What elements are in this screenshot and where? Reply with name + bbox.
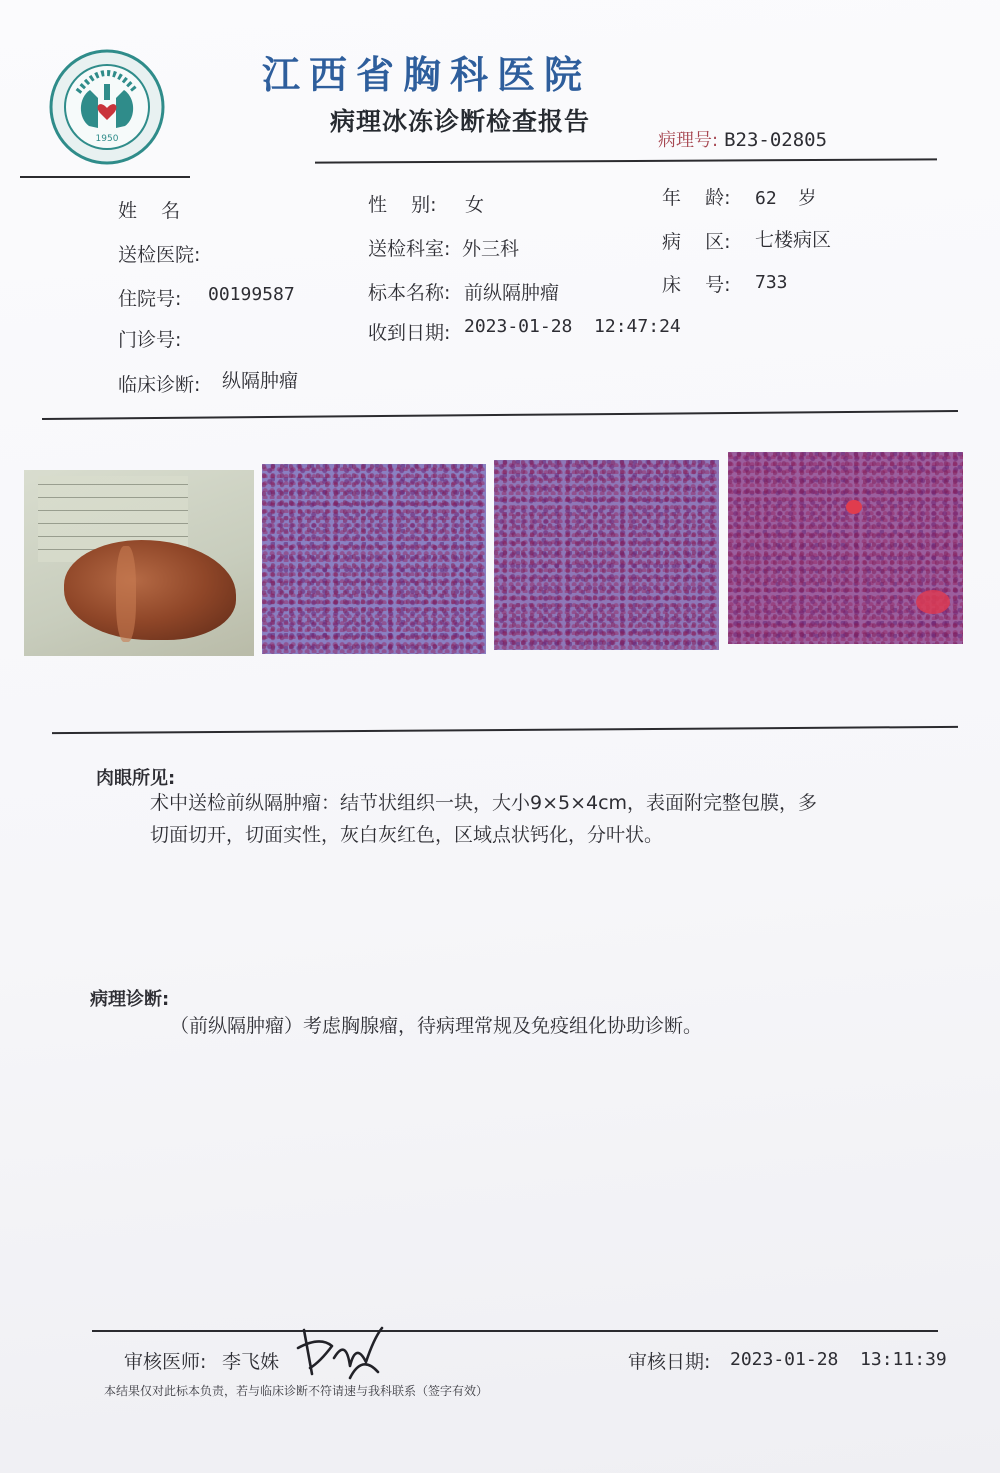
age-value: 62 岁 xyxy=(755,188,817,209)
admission-no-value: 00199587 xyxy=(208,284,295,305)
header-divider-left xyxy=(20,176,190,178)
reviewer-label: 审核医师: xyxy=(124,1351,207,1373)
clinical-diagnosis-value: 纵隔肿瘤 xyxy=(222,370,299,392)
bed-value: 733 xyxy=(755,272,788,293)
pathology-number-value: B23-02805 xyxy=(724,129,828,151)
pathology-diagnosis-text: （前纵隔肿瘤）考虑胸腺瘤，待病理常规及免疫组化协助诊断。 xyxy=(170,1015,703,1037)
clinical-diagnosis-label: 临床诊断: xyxy=(118,374,201,396)
tumor-lobe xyxy=(116,546,136,642)
signature-icon xyxy=(290,1318,390,1388)
pathology-diagnosis-heading: 病理诊断: xyxy=(90,989,170,1010)
received-date-label: 收到日期: xyxy=(368,322,451,344)
hospital-logo-icon xyxy=(48,48,166,166)
header-divider-right xyxy=(315,158,937,163)
pathology-number xyxy=(658,126,827,152)
report-title: 病理冰冻诊断检查报告 xyxy=(330,107,591,136)
hospital-name: 江西省胸科医院 xyxy=(262,52,592,97)
received-date-value: 2023-01-28 12:47:24 xyxy=(464,316,681,337)
department-label: 送检科室: xyxy=(368,238,451,260)
disclaimer: 本结果仅对此标本负责，若与临床诊断不符请速与我科联系（签字有效） xyxy=(104,1384,489,1398)
outpatient-label: 门诊号: xyxy=(118,329,182,351)
admission-no-label: 住院号: xyxy=(118,288,182,310)
hospital-label: 送检医院: xyxy=(118,244,201,266)
gross-specimen-photo xyxy=(24,470,254,656)
reviewer-name: 李飞姝 xyxy=(222,1351,280,1373)
name-label: 姓 名 xyxy=(118,200,181,222)
micrograph-2 xyxy=(494,460,719,650)
vessel-mark xyxy=(846,500,862,514)
gross-findings-text: 术中送检前纵隔肿瘤：结节状组织一块，大小9×5×4cm，表面附完整包膜，多切面切开，切面实性，灰白灰红色，区域点状钙化，分叶状。 xyxy=(150,792,818,846)
bed-label: 床 号: xyxy=(662,274,731,296)
vessel-mark-2 xyxy=(916,590,950,614)
info-divider xyxy=(42,410,958,420)
micrograph-3 xyxy=(728,452,963,644)
gender-value: 女 xyxy=(465,194,485,216)
specimen-value: 前纵隔肿瘤 xyxy=(464,282,560,304)
footer-divider xyxy=(92,1330,938,1332)
tumor-tissue xyxy=(64,540,236,640)
age-label: 年 龄: xyxy=(662,187,731,209)
micrograph-1 xyxy=(262,464,486,654)
gross-findings-heading: 肉眼所见: xyxy=(96,768,176,789)
pathology-number-label: 病理号: xyxy=(658,130,719,151)
gender-label: 性 别: xyxy=(368,194,437,216)
ward-value: 七楼病区 xyxy=(755,229,832,251)
image-divider xyxy=(52,726,958,734)
department-value: 外三科 xyxy=(462,238,520,260)
review-date-label: 审核日期: xyxy=(628,1351,711,1373)
review-date-value: 2023-01-28 13:11:39 xyxy=(730,1349,947,1370)
specimen-label: 标本名称: xyxy=(368,282,451,304)
svg-text:1950: 1950 xyxy=(95,134,119,144)
ward-label: 病 区: xyxy=(662,231,731,253)
